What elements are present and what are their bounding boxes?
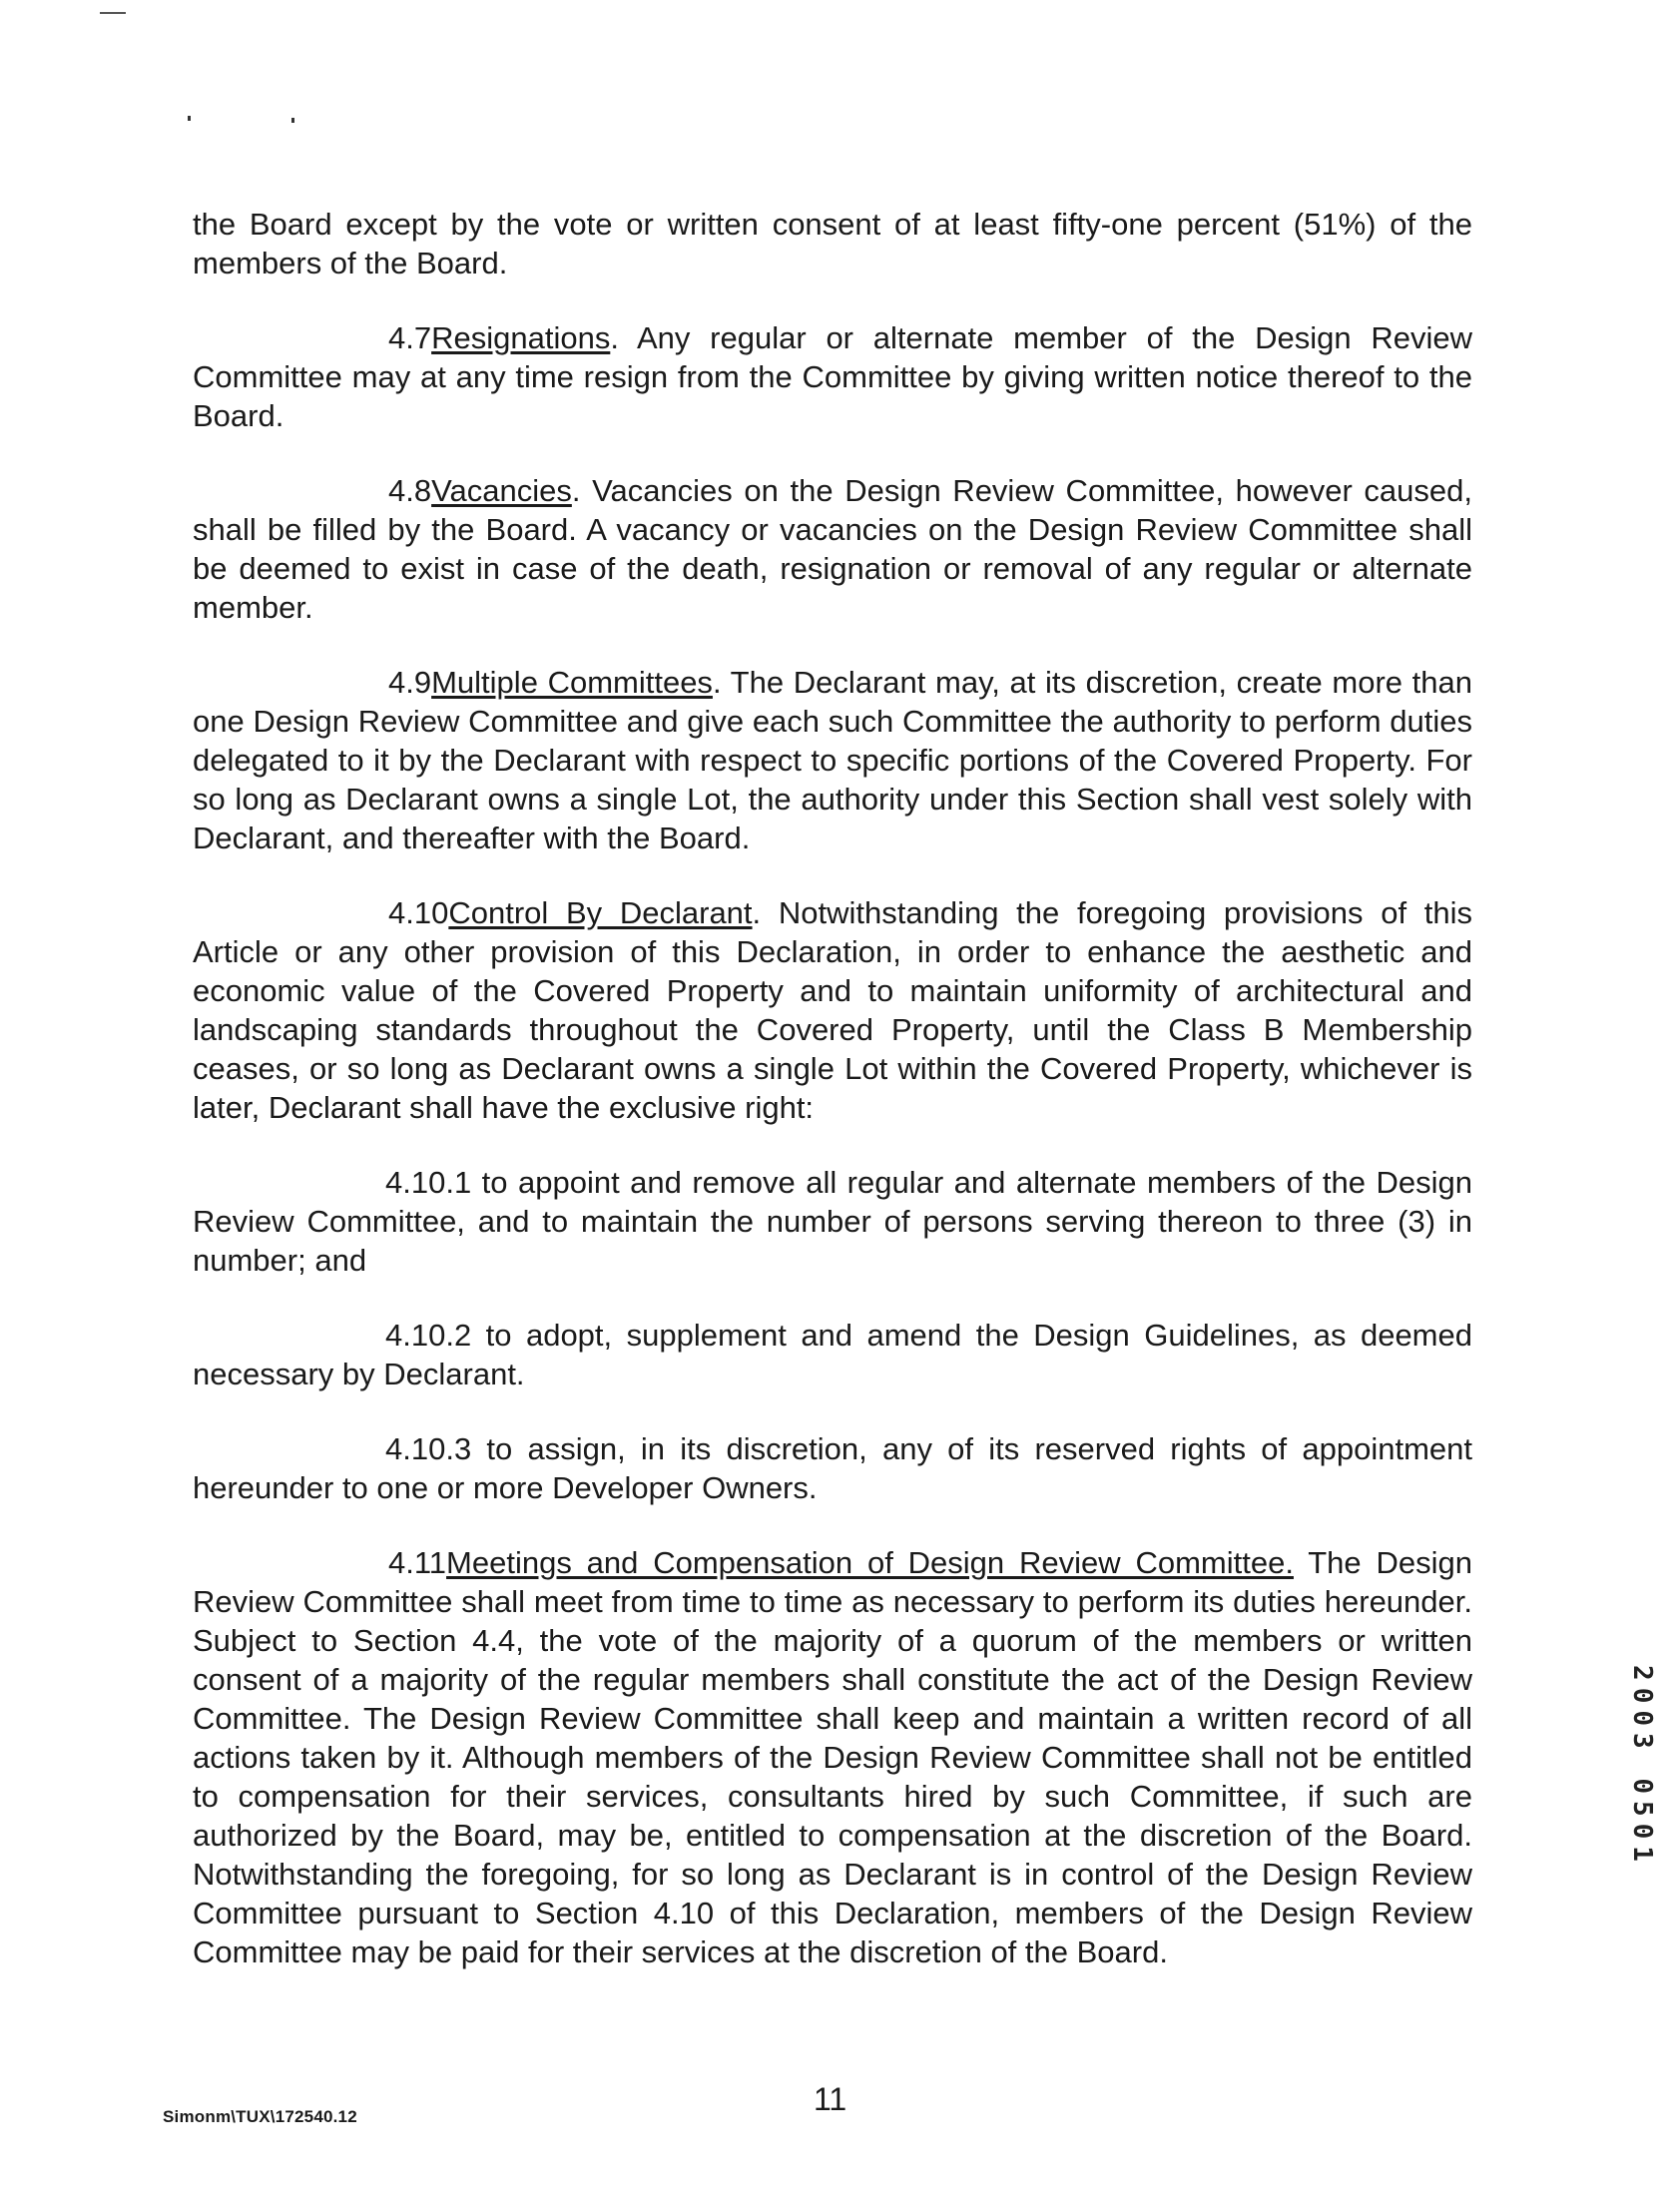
paragraph-text: The Declarant may, at its discretion, create more than one Design Review Committee and give each such Committee the authority to perform duties delegated to it by the Declarant with respect to specific portions of the Covered Property. For so long as Declarant owns a single Lot, the authority under this Section shall vest solely with Declarant, and thereafter with the Board. — [193, 665, 1472, 855]
section-heading: Vacancies — [431, 473, 572, 508]
paragraph-4-7 — [193, 318, 1472, 435]
paragraph-4-10 — [193, 893, 1472, 1127]
recording-stamp-text: 2003 0501 — [1627, 1665, 1657, 1869]
section-number: 4.8 — [388, 473, 432, 508]
paragraph-4-8 — [193, 471, 1472, 627]
paragraph-text: to adopt, supplement and amend the Design Guidelines, as deemed necessary by Declarant. — [193, 1318, 1472, 1391]
section-number: 4.11 — [388, 1545, 447, 1580]
section-number: 4.10.2 — [385, 1318, 472, 1353]
paragraph-text: to appoint and remove all regular and alternate members of the Design Review Committee, and to maintain the number of persons serving thereon to three (3) in number; and — [193, 1165, 1472, 1278]
paragraph-4-9 — [193, 663, 1472, 857]
section-number: 4.10.1 — [385, 1165, 472, 1200]
recording-stamp — [1627, 1597, 1657, 1936]
heading-punctuation: . — [752, 895, 762, 930]
section-heading: Meetings and Compensation of Design Review Committee. — [446, 1545, 1294, 1580]
paragraph-4-11 — [193, 1543, 1472, 1971]
paragraph-text: Notwithstanding the foregoing provisions of this Article or any other provision of this Declaration, in order to enhance the aesthetic and economic value of the Covered Property and to maintain uniformity of architectural and landscaping standards throughout the Covered Property, until the Class B Membership ceases, or so long as Declarant owns a single Lot within the Covered Property, whichever is later, Declarant shall have the exclusive right: — [193, 895, 1472, 1125]
section-heading: Control By Declarant — [448, 895, 753, 930]
section-number: 4.9 — [388, 665, 432, 700]
section-heading: Resignations — [431, 320, 611, 355]
heading-punctuation: . — [571, 473, 581, 508]
paragraph-4-10-3 — [193, 1429, 1472, 1507]
scan-speck — [291, 118, 294, 123]
scan-speck — [188, 116, 191, 121]
footer-file-path: Simonm\TUX\172540.12 — [163, 2107, 357, 2126]
heading-punctuation: . — [610, 320, 619, 355]
paragraph-continuation — [193, 205, 1472, 282]
section-number: 4.10 — [388, 895, 449, 930]
paragraph-4-10-2 — [193, 1316, 1472, 1393]
paragraph-text: to assign, in its discretion, any of its reserved rights of appointment hereunder to one or more Developer Owners. — [193, 1431, 1472, 1505]
document-body — [193, 205, 1472, 2007]
section-number: 4.7 — [388, 320, 432, 355]
heading-punctuation: . — [712, 665, 722, 700]
page-number: 11 — [814, 2081, 847, 2117]
paragraph-text: Any regular or alternate member of the Design Review Committee may at any time resign from the Committee by giving written notice thereof to the Board. — [193, 320, 1472, 433]
paragraph-4-10-1 — [193, 1163, 1472, 1280]
paragraph-text: The Design Review Committee shall meet from time to time as necessary to perform its duties hereunder. Subject to Section 4.4, the vote of the majority of a quorum of the members or written consent of a majority of the regular members shall constitute the act of the Design Review Committee. The Design Review Committee shall keep and maintain a written record of all actions taken by it. Although members of the Design Review Committee shall not be entitled to compensation for their services, consultants hired by such Committee, if such are authorized by the Board, may be, entitled to compensation at the discretion of the Board. Notwithstanding the foregoing, for so long as Declarant is in control of the Design Review Committee pursuant to Section 4.10 of this Declaration, members of the Design Review Committee may be paid for their services at the discretion of the Board. — [193, 1545, 1472, 1969]
paragraph-text: Vacancies on the Design Review Committee, however caused, shall be filled by the Board. A vacancy or vacancies on the Design Review Committee shall be deemed to exist in case of the death, resignation or removal of any regular or alternate member. — [193, 473, 1472, 625]
paragraph-text: the Board except by the vote or written consent of at least fifty-one percent (51%) of the members of the Board. — [193, 207, 1472, 280]
section-heading: Multiple Committees — [431, 665, 713, 700]
section-number: 4.10.3 — [385, 1431, 472, 1466]
scan-mark — [100, 12, 126, 14]
